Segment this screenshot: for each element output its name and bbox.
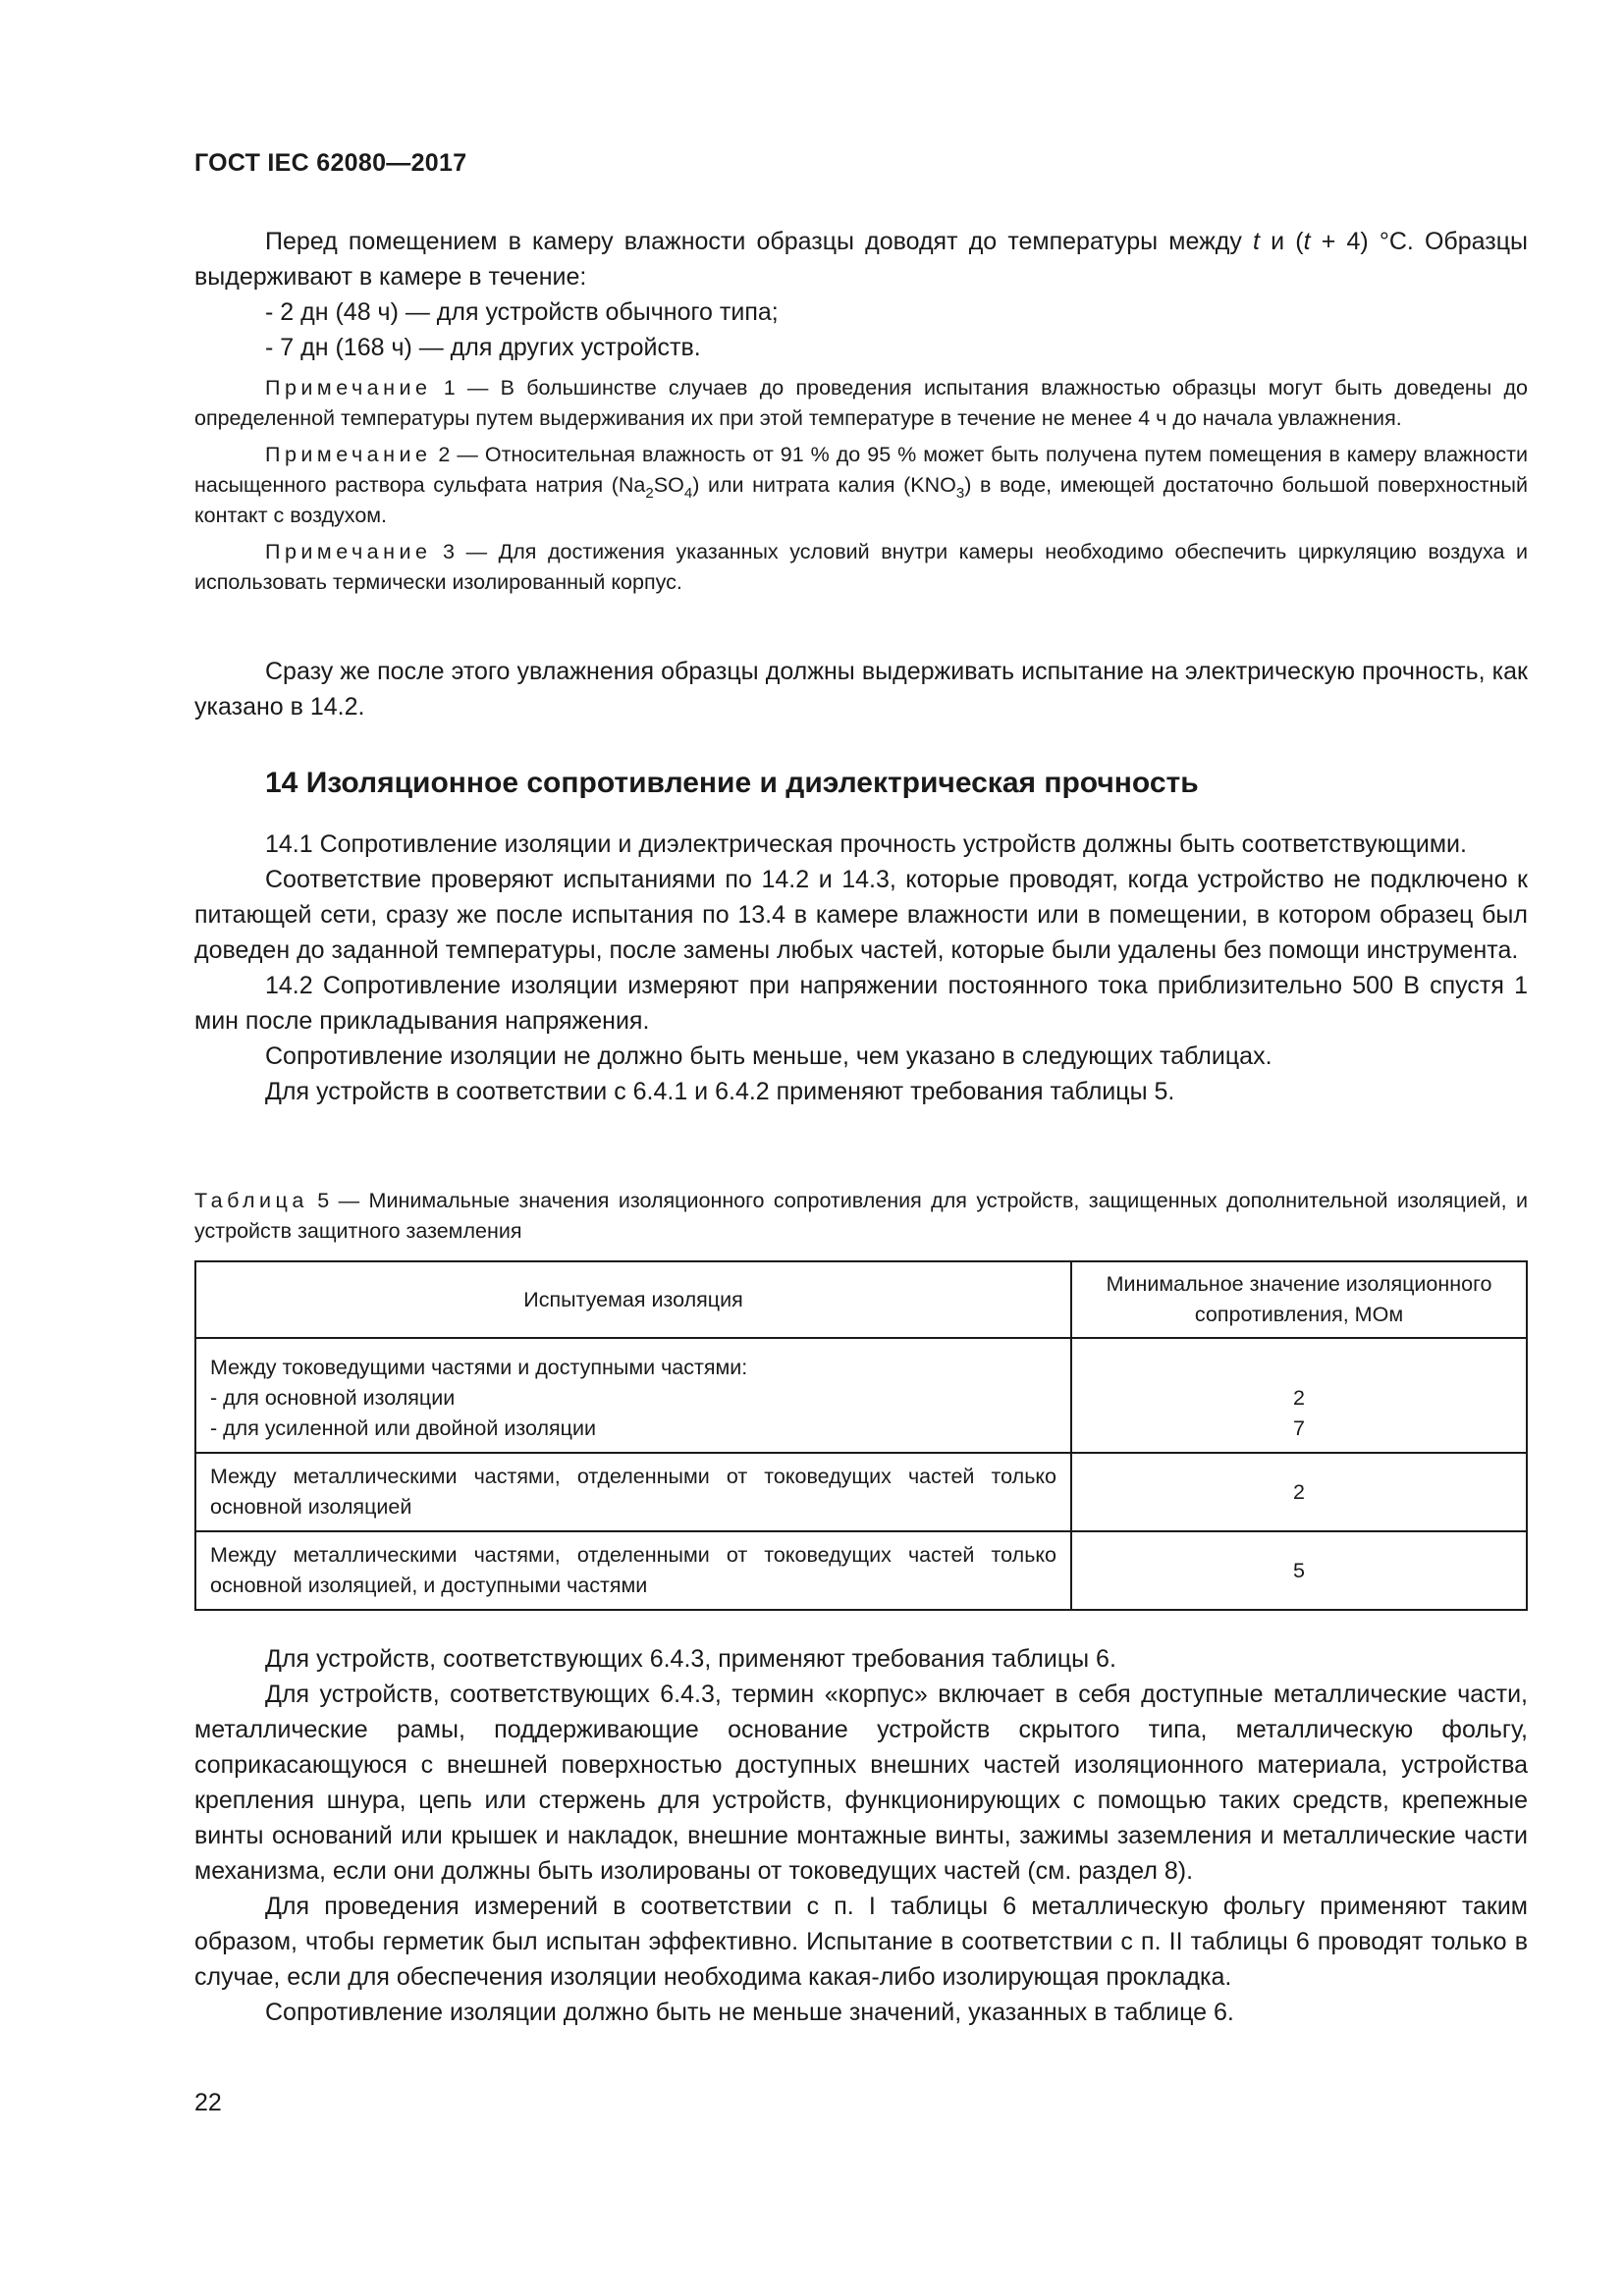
note-number: 2 —: [431, 443, 485, 466]
var-t2: t: [1303, 228, 1311, 255]
note-3: [194, 537, 1528, 598]
column-header: Испытуемая изоляция: [195, 1261, 1071, 1338]
paragraph: Сопротивление изоляции должно быть не меньше значений, указанных в таблице 6.: [265, 1999, 1234, 2026]
table-cell: Между металлическими частями, отделенными от токоведущих частей только основной изоляцией: [195, 1453, 1071, 1531]
section14-body: [194, 827, 1528, 1109]
table-row: [195, 1453, 1527, 1531]
caption-text: 5 — Минимальные значения изоляционного сопротивления для устройств, защищенных дополнительной изоляцией, и устройств защитного заземления: [194, 1189, 1528, 1243]
table-cell: Между металлическими частями, отделенными от токоведущих частей только основной изоляцией, и доступными частями: [195, 1531, 1071, 1610]
paragraph: Соответствие проверяют испытаниями по 14.2 и 14.3, которые проводят, когда устройство не подключено к питающей сети, сразу же после испытания по 13.4 в камере влажности или в помещении, в котором образец был доведен до заданной температуры, после замены любых частей, которые были удалены без помощи инструмента.: [194, 866, 1528, 964]
table-header-row: [195, 1261, 1527, 1338]
note-number: 1 —: [431, 376, 501, 400]
table-row: [195, 1338, 1527, 1453]
intro-text-b: и (: [1260, 228, 1304, 255]
after-notes-paragraph: Сразу же после этого увлажнения образцы должны выдерживать испытание на электрическую прочность, как указано в 14.2.: [194, 658, 1528, 721]
note-text: ) или нитрата калия (KNO: [692, 473, 956, 497]
var-t1: t: [1253, 228, 1260, 255]
row-text: Между токоведущими частями и доступными частями:: [210, 1356, 748, 1379]
clause-14-2: 14.2 Сопротивление изоляции измеряют при напряжении постоянного тока приблизительно 500 В спустя 1 мин после прикладывания напряжения.: [194, 972, 1528, 1035]
paragraph: Для устройств, соответствующих 6.4.3, термин «корпус» включает в себя доступные металлические части, металлические рамы, поддерживающие основание устройств скрытого типа, металлическую фольгу, соприкасающуюся с внешней поверхностью доступных внешних частей изоляционного материала, устройства крепления шнура, цепь или стержень для устройств, функционирующих с помощью таких средств, крепежные винты оснований или крышек и накладок, внешние монтажные винты, зажимы заземления и металлические части механизма, если они должны быть изолированы от токоведущих частей (см. раздел 8).: [194, 1681, 1528, 1885]
note-label: Примечание: [265, 540, 432, 563]
note-text: Относительная влажность от 91 % до 95 % может быть получена путем помещения в камеру влажности насыщенного раствора сульфата натрия (Na: [194, 443, 1528, 497]
paragraph: Для устройств, соответствующих 6.4.3, применяют требования таблицы 6.: [265, 1645, 1116, 1673]
intro-block: [194, 224, 1528, 365]
list-item: - 7 дн (168 ч) — для других устройств.: [265, 334, 701, 361]
table-cell: [1071, 1338, 1527, 1453]
note-label: Примечание: [265, 376, 432, 400]
subscript: 2: [645, 485, 654, 502]
value: 2: [1293, 1386, 1305, 1410]
value: 7: [1293, 1416, 1305, 1440]
table-cell: [195, 1338, 1071, 1453]
note-number: 3 —: [431, 540, 499, 563]
clause-14-1: 14.1 Сопротивление изоляции и диэлектрическая прочность устройств должны быть соответствующими.: [265, 830, 1467, 858]
section-heading: 14 Изоляционное сопротивление и диэлектрическая прочность: [265, 767, 1199, 799]
table-cell: 2: [1071, 1453, 1527, 1531]
intro-paragraph: [194, 224, 1528, 294]
list-item: - 2 дн (48 ч) — для устройств обычного типа;: [265, 298, 779, 326]
caption-label: Таблица: [194, 1189, 308, 1212]
table-row: [195, 1531, 1527, 1610]
table-cell: 5: [1071, 1531, 1527, 1610]
row-text: - для усиленной или двойной изоляции: [210, 1416, 596, 1440]
note-label: Примечание: [265, 443, 432, 466]
intro-text-c: + 4) °С. Образцы выдерживают в камере в течение:: [194, 228, 1529, 291]
table-caption: [194, 1186, 1528, 1247]
intro-text-a: Перед помещением в камеру влажности образцы доводят до температуры между: [265, 228, 1254, 255]
note-1: [194, 373, 1528, 434]
paragraph: Для проведения измерений в соответствии с п. I таблицы 6 металлическую фольгу применяют таким образом, чтобы герметик был испытан эффективно. Испытание в соответствии с п. II таблицы 6 проводят только в случае, если для обеспечения изоляции необходима какая-либо изолирующая прокладка.: [194, 1893, 1528, 1991]
row-text: - для основной изоляции: [210, 1386, 456, 1410]
page-number: 22: [194, 2089, 222, 2116]
subscript: 3: [955, 485, 965, 502]
paragraph: Для устройств в соответствии с 6.4.1 и 6.4.2 применяют требования таблицы 5.: [265, 1078, 1175, 1105]
table-5: [194, 1260, 1528, 1611]
subscript: 4: [683, 485, 693, 502]
note-text: SO: [653, 473, 684, 497]
after-notes-block: [194, 654, 1528, 724]
document-header: ГОСТ IEC 62080—2017: [194, 149, 467, 177]
column-header: Минимальное значение изоляционного сопротивления, МОм: [1071, 1261, 1527, 1338]
after-table-body: [194, 1641, 1528, 2030]
note-text: В большинстве случаев до проведения испытания влажностью образцы могут быть доведены до определенной температуры путем выдерживания их при этой температуре в течение не менее 4 ч до начала увлажнения.: [194, 376, 1528, 430]
note-text: Для достижения указанных условий внутри камеры необходимо обеспечить циркуляцию воздуха и использовать термически изолированный корпус.: [194, 540, 1528, 594]
paragraph: Сопротивление изоляции не должно быть меньше, чем указано в следующих таблицах.: [265, 1042, 1272, 1070]
notes-block: [194, 373, 1528, 598]
note-text: ) в воде, имеющей достаточно большой поверхностный контакт с воздухом.: [194, 473, 1528, 527]
note-2: [194, 440, 1528, 531]
